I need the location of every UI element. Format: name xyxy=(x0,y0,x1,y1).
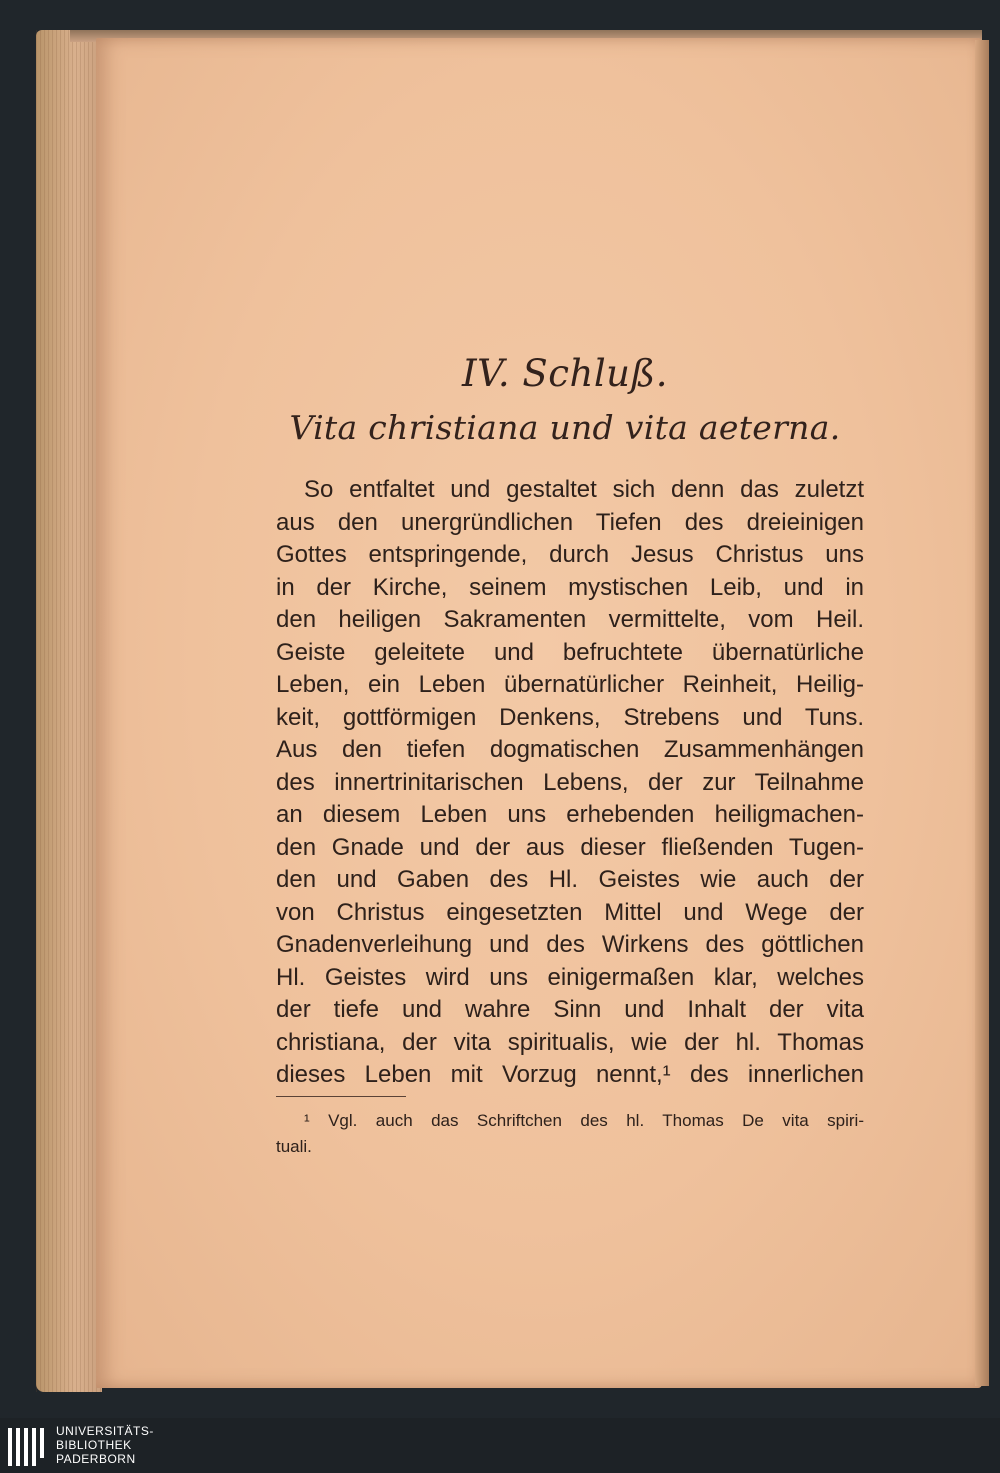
text-line: an diesem Leben uns erhebenden heiligmachen- xyxy=(276,801,864,828)
body-text xyxy=(276,474,864,1092)
footnote xyxy=(276,1108,864,1160)
text-line: den und Gaben des Hl. Geistes wie auch der xyxy=(276,866,864,893)
footnote-line: tuali. xyxy=(276,1137,312,1156)
text-line: keit, gottförmigen Denkens, Strebens und Tuns. xyxy=(276,703,864,731)
text-line: des innertrinitarischen Lebens, der zur Teilnahme xyxy=(276,768,864,796)
text-line: den heiligen Sakramenten vermittelte, vom Heil. xyxy=(276,606,864,633)
text-line: dieses Leben mit Vorzug nennt,¹ des innerlichen xyxy=(276,1061,864,1088)
text-line: Hl. Geistes wird uns einigermaßen klar, welches xyxy=(276,963,864,991)
text-line: von Christus eingesetzten Mittel und Wege der xyxy=(276,898,864,926)
text-line: Geiste geleitete und befruchtete übernatürliche xyxy=(276,638,864,666)
text-line: der tiefe und wahre Sinn und Inhalt der vita xyxy=(276,996,864,1023)
chapter-subheading: Vita christiana und vita aeterna. xyxy=(289,408,841,447)
library-logo-line: BIBLIOTHEK xyxy=(56,1438,132,1452)
footnote-rule xyxy=(276,1096,406,1097)
library-logo xyxy=(0,1418,1000,1473)
book-page-edges xyxy=(36,30,102,1392)
text-line: Gottes entspringende, durch Jesus Christus uns xyxy=(276,541,864,568)
library-logo-icon xyxy=(8,1428,48,1466)
footnote-line: ¹ Vgl. auch das Schriftchen des hl. Thomas De vita spiri- xyxy=(304,1111,864,1130)
library-logo-line: UNIVERSITÄTS- xyxy=(56,1424,154,1438)
text-line: den Gnade und der aus dieser fließenden Tugen- xyxy=(276,833,864,861)
book-spine-edge xyxy=(975,40,989,1386)
library-logo-line: PADERBORN xyxy=(56,1452,136,1466)
text-line: in der Kirche, seinem mystischen Leib, und in xyxy=(276,573,864,601)
text-line: Aus den tiefen dogmatischen Zusammenhängen xyxy=(276,736,864,763)
text-line: aus den unergründlichen Tiefen des dreieinigen xyxy=(276,508,864,536)
text-line: Leben, ein Leben übernatürlicher Reinheit, Heilig- xyxy=(276,671,864,698)
text-line: Gnadenverleihung und des Wirkens des göttlichen xyxy=(276,931,864,958)
text-line: So entfaltet und gestaltet sich denn das zuletzt xyxy=(304,476,864,503)
chapter-heading: IV. Schluß. xyxy=(462,352,668,395)
text-line: christiana, der vita spiritualis, wie der hl. Thomas xyxy=(276,1028,864,1056)
